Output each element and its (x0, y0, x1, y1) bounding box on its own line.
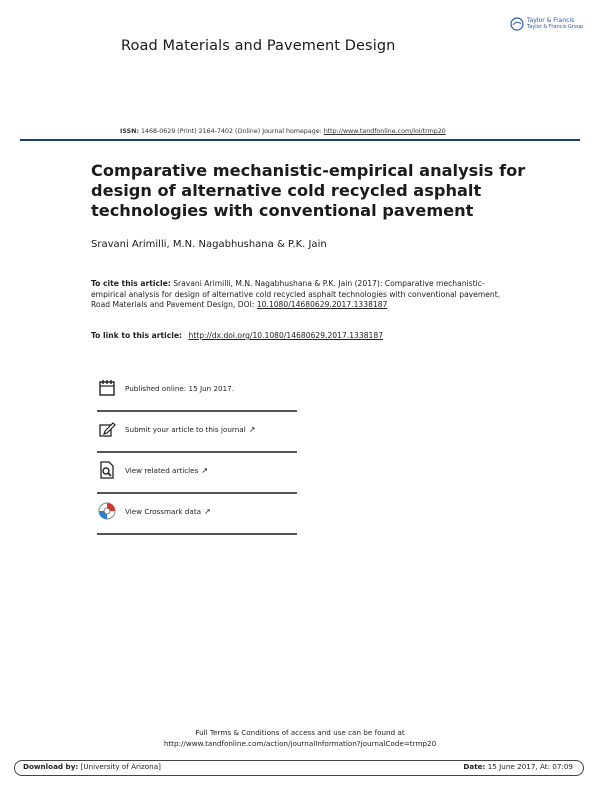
publisher-logo[interactable] (510, 17, 583, 31)
edit-icon (97, 419, 117, 439)
published-online-text: Published online: 15 Jun 2017. (125, 383, 235, 393)
downloaded-by-label: Download by: (23, 762, 79, 771)
cite-text: Sravani Arimilli, M.N. Nagabhushana & P.K. Jain (2017): Comparative mechanistic-empirical analysis for design of alternative cold recycled asphalt technologies with conventional pavement, Road Materials and Pavement Design, DOI: (91, 279, 501, 309)
external-link-icon: ↗ (248, 424, 256, 434)
journal-title: Road Materials and Pavement Design (121, 38, 396, 54)
download-info-bar (14, 760, 584, 776)
issn-text: 1468-0629 (Print) 2164-7402 (Online) Journal homepage: (140, 128, 322, 135)
date-value: 15 June 2017, At: 07:09 (487, 762, 573, 771)
article-authors: Sravani Arimilli, M.N. Nagabhushana & P.K. Jain (91, 239, 327, 250)
published-online-row (97, 370, 297, 406)
link-line (91, 331, 383, 340)
header-divider (20, 139, 580, 141)
external-link-icon: ↗ (201, 465, 209, 475)
terms-notice (0, 727, 600, 749)
terms-line-1: Full Terms & Conditions of access and use can be found at (195, 728, 405, 737)
issn-label: ISSN: (120, 128, 139, 135)
crossmark-icon (97, 501, 117, 521)
link-label: To link to this article: (91, 331, 183, 340)
crossmark-link[interactable] (97, 493, 297, 529)
submit-article-text: Submit your article to this journal (125, 424, 246, 434)
issn-line (120, 128, 446, 135)
related-articles-link[interactable] (97, 452, 297, 488)
crossmark-text: View Crossmark data (125, 506, 202, 516)
date-label: Date: (463, 762, 486, 771)
cite-label: To cite this article: (91, 279, 171, 288)
submit-article-link[interactable] (97, 411, 297, 447)
external-link-icon: ↗ (204, 506, 211, 516)
journal-homepage-link[interactable]: http://www.tandfonline.com/loi/trmp20 (323, 128, 446, 135)
terms-link[interactable]: http://www.tandfonline.com/action/journalInformation?journalCode=trmp20 (163, 739, 437, 748)
citation-block (91, 279, 511, 311)
publisher-logo-icon (510, 17, 524, 31)
article-doi-link[interactable]: http://dx.doi.org/10.1080/14680629.2017.1338187 (188, 331, 384, 340)
related-articles-text: View related articles (125, 465, 199, 475)
search-doc-icon (97, 460, 117, 480)
info-divider (97, 533, 297, 535)
calendar-icon (97, 378, 117, 398)
publisher-logo-line2: Taylor & Francis Group (527, 23, 584, 30)
publisher-logo-line1: Taylor & Francis (527, 16, 575, 24)
cite-doi-link[interactable]: 10.1080/14680629.2017.1338187 (256, 300, 388, 309)
downloaded-by-value: [University of Arizona] (80, 762, 161, 771)
article-title: Comparative mechanistic-empirical analysis for design of alternative cold recycled asphalt technologies with conventional pavement (91, 161, 526, 220)
